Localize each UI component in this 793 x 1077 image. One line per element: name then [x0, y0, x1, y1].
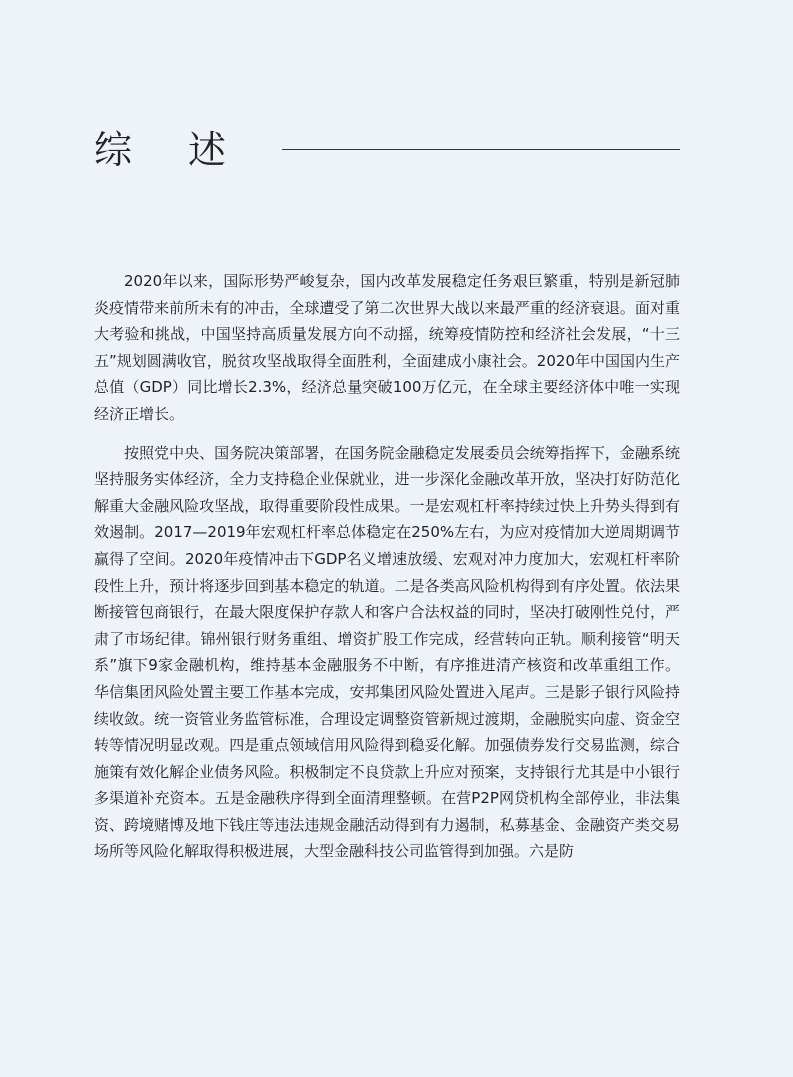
section-header: [94, 128, 680, 172]
title-rule: [282, 149, 680, 150]
paragraph: 按照党中央、国务院决策部署，在国务院金融稳定发展委员会统筹指挥下，金融系统坚持服务实体经济，全力支持稳企业保就业，进一步深化金融改革开放，坚决打好防范化解重大金融风险攻坚战，取得重要阶段性成果。一是宏观杠杆率持续过快上升势头得到有效遏制。2017—2019年宏观杠杆率总体稳定在250%左右，为应对疫情加大逆周期调节赢得了空间。2020年疫情冲击下GDP名义增速放缓、宏观对冲力度加大，宏观杠杆率阶段性上升，预计将逐步回到基本稳定的轨道。二是各类高风险机构得到有序处置。依法果断接管包商银行，在最大限度保护存款人和客户合法权益的同时，坚决打破刚性兑付，严肃了市场纪律。锦州银行财务重组、增资扩股工作完成，经营转向正轨。顺利接管“明天系”旗下9家金融机构，维持基本金融服务不中断，有序推进清产核资和改革重组工作。华信集团风险处置主要工作基本完成，安邦集团风险处置进入尾声。三是影子银行风险持续收敛。统一资管业务监管标准，合理设定调整资管新规过渡期，金融脱实向虚、资金空转等情况明显改观。四是重点领域信用风险得到稳妥化解。加强债券发行交易监测，综合施策有效化解企业债务风险。积极制定不良贷款上升应对预案，支持银行尤其是中小银行多渠道补充资本。五是金融秩序得到全面清理整顿。在营P2P网贷机构全部停业，非法集资、跨境赌博及地下钱庄等违法违规金融活动得到有力遏制，私募基金、金融资产类交易场所等风险化解取得积极进展，大型金融科技公司监管得到加强。六是防: [94, 443, 680, 861]
page-title: 综述: [94, 128, 283, 172]
paragraph: 2020年以来，国际形势严峻复杂，国内改革发展稳定任务艰巨繁重，特别是新冠肺炎疫情带来前所未有的冲击，全球遭受了第二次世界大战以来最严重的经济衰退。面对重大考验和挑战，中国坚持高质量发展方向不动摇，统筹疫情防控和经济社会发展，“十三五”规划圆满收官，脱贫攻坚战取得全面胜利，全面建成小康社会。2020年中国国内生产总值（GDP）同比增长2.3%，经济总量突破100万亿元，在全球主要经济体中唯一实现经济正增长。: [94, 272, 680, 423]
body-text: [94, 268, 680, 877]
